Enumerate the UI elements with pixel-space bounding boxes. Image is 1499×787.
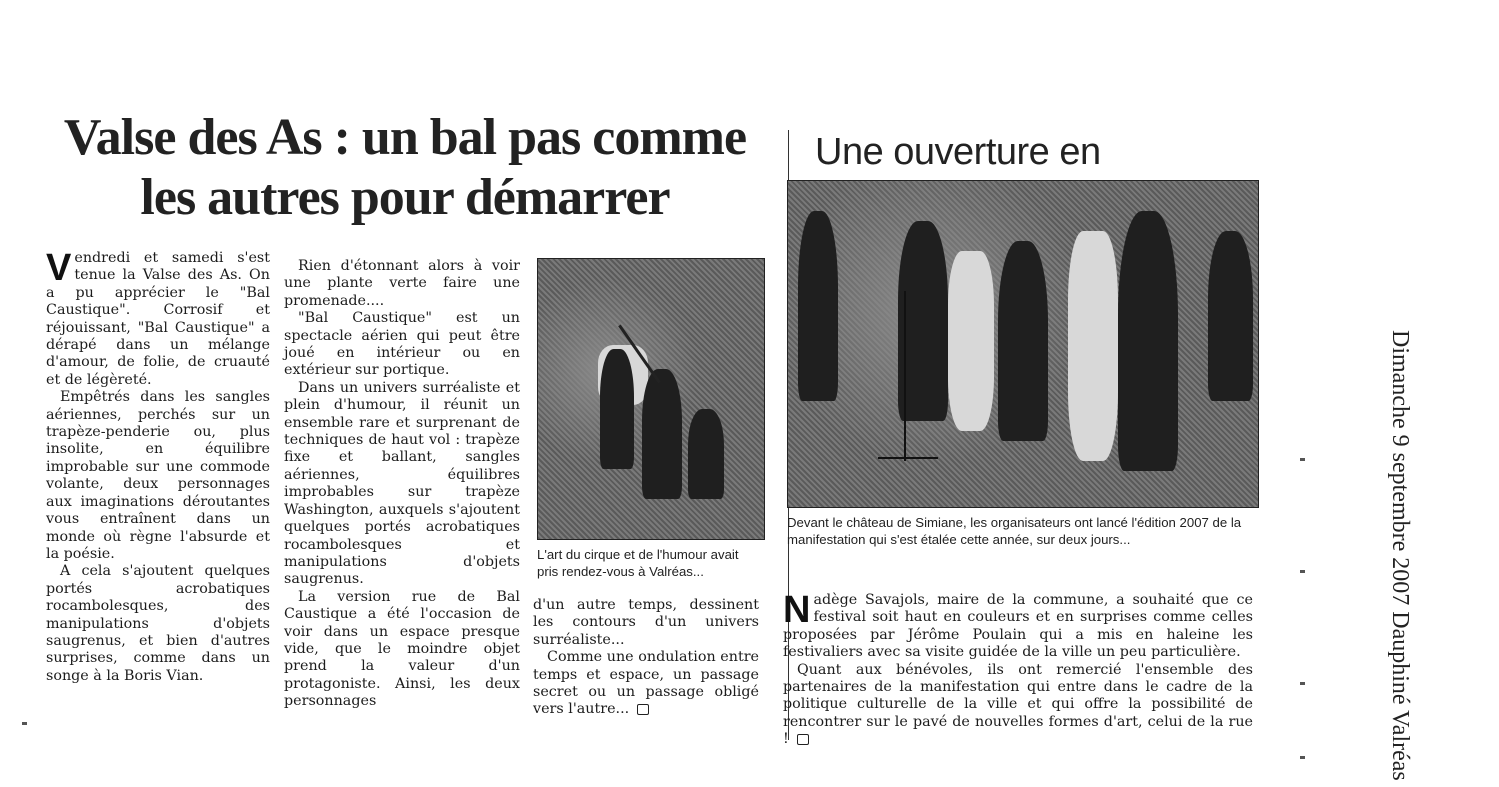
circus-photo-caption: L'art du cirque et de l'humour avait pris rendez-vous à Valréas... — [537, 547, 739, 579]
paragraph: Vendredi et samedi s'est tenue la Valse des As. On a pu apprécier le "Bal Caustique". Corrosif et réjouissant, "Bal Caustique" a dérapé dans un mélange d'amour, de folie, de cruauté et de légèreté. — [46, 247, 270, 388]
scan-tick — [22, 722, 27, 725]
left-headline-line2: les autres pour démarrer — [140, 169, 670, 226]
left-headline-line1: Valse des As : un bal pas comme — [63, 109, 747, 166]
left-headline — [20, 108, 790, 228]
dropcap: V — [46, 247, 72, 289]
end-of-article-mark — [637, 704, 649, 715]
scan-tick — [1300, 682, 1305, 685]
dateline: Dimanche 9 septembre 2007 Dauphiné Valréas — [1387, 330, 1413, 781]
end-of-article-mark — [797, 734, 809, 745]
paragraph: La version rue de Bal Caustique a été l'occasion de voir dans un espace presque vide, que le moindre objet prend la valeur d'un protagoniste. Ainsi, les deux personnages — [284, 588, 520, 710]
chateau-photo-caption: Devant le château de Simiane, les organisateurs ont lancé l'édition 2007 de la manifestation qui s'est étalée cette année, sur deux jours... — [787, 515, 1242, 547]
scan-tick — [1300, 756, 1305, 759]
paragraph: Nadège Savajols, maire de la commune, a souhaité que ce festival soit haut en couleurs et en surprises comme celles proposées par Jérôme Poulain qui a mis en haleine les festivaliers avec sa visite guidée de la ville un peu particulière. — [783, 589, 1253, 661]
left-article-column-1 — [46, 247, 270, 685]
right-headline: Une ouverture en — [815, 131, 1101, 173]
right-article-body — [783, 589, 1253, 749]
paragraph: A cela s'ajoutent quelques portés acrobatiques rocambolesques, des manipulations d'objets saugrenus, et bien d'autres surprises, comme dans un songe à la Boris Vian. — [46, 563, 270, 684]
paragraph: Rien d'étonnant alors à voir une plante verte faire une promenade.... — [284, 258, 520, 309]
circus-photo — [537, 258, 765, 540]
left-article-column-2 — [284, 258, 520, 711]
scan-tick — [1300, 570, 1305, 573]
chateau-photo — [787, 180, 1259, 508]
left-article-column-3 — [533, 597, 759, 719]
paragraph: "Bal Caustique" est un spectacle aérien qui peut être joué en intérieur ou en extérieur sur portique. — [284, 310, 520, 379]
scan-tick — [1300, 458, 1305, 461]
paragraph: Dans un univers surréaliste et plein d'humour, il réunit un ensemble rare et surprenant de techniques de haut vol : trapèze fixe et ballant, sangles aériennes, équilibres improbables sur trapèze Washington, auxquels s'ajoutent quelques portés acrobatiques rocambolesques et manipulations d'objets saugrenus. — [284, 379, 520, 588]
dropcap: N — [783, 589, 811, 631]
paragraph: Quant aux bénévoles, ils ont remercié l'ensemble des partenaires de la manifestation qui entre dans le cadre de la politique culturelle de la ville et qui offre la possibilité de rencontrer sur le pavé de nouvelles formes d'art, celui de la rue ! — [783, 661, 1253, 748]
paragraph: d'un autre temps, dessinent les contours d'un univers surréaliste... — [533, 597, 759, 648]
paragraph: Comme une ondulation entre temps et espace, un passage secret ou un passage obligé vers l'autre... — [533, 649, 759, 718]
paragraph: Empêtrés dans les sangles aériennes, perchés sur un trapèze-penderie ou, plus insolite, en équilibre improbable sur une commode volante, deux personnages aux imaginations déroutantes vous entraînent dans un monde où règne l'absurde et la poésie. — [46, 389, 270, 562]
